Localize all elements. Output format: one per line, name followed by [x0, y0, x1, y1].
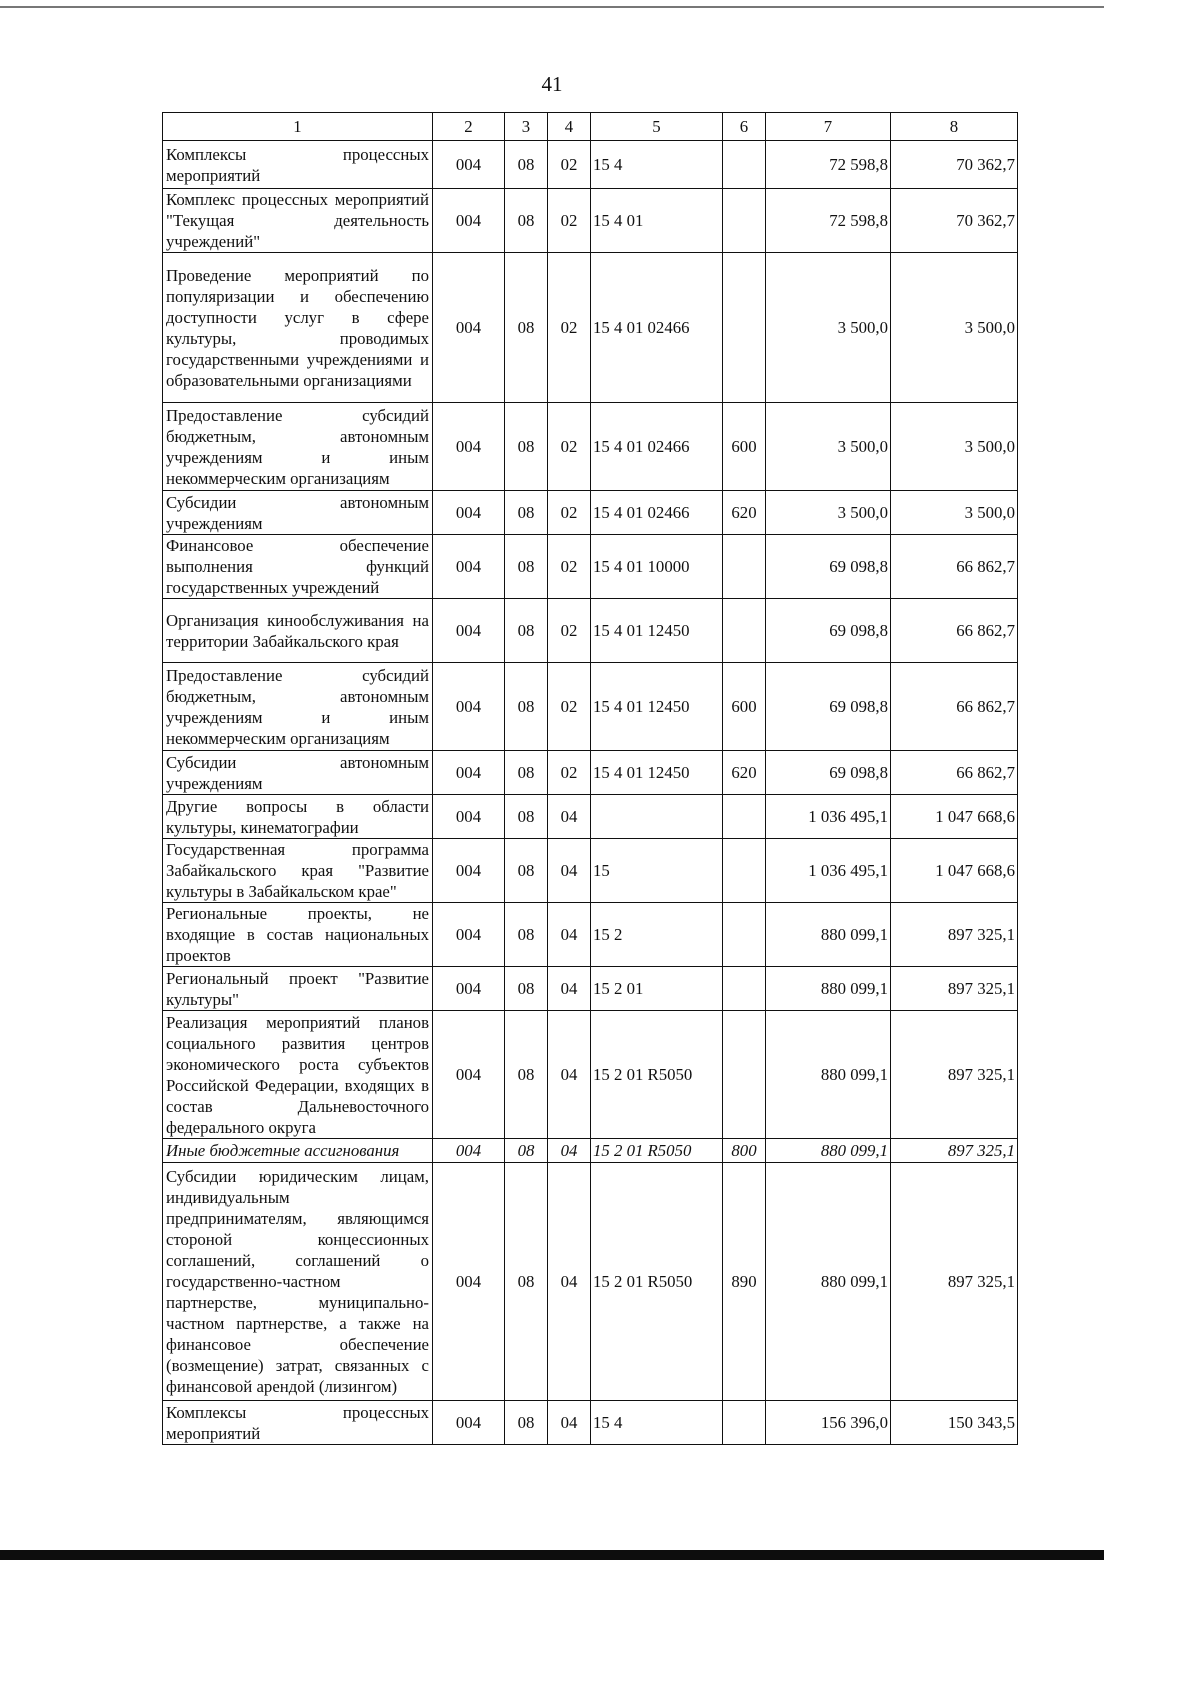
table-row: [163, 1011, 1018, 1139]
column-header: 2: [433, 113, 505, 141]
cell-target-article: 15 4 01 02466: [591, 403, 723, 491]
row-description: Субсидии автономным учреждениям: [163, 751, 433, 795]
cell-amount-year-2: 70 362,7: [891, 141, 1018, 189]
cell-section: 08: [505, 1139, 548, 1163]
cell-subsection: 02: [548, 403, 591, 491]
cell-expense-type: [723, 903, 766, 967]
cell-chapter: 004: [433, 599, 505, 663]
cell-subsection: 02: [548, 189, 591, 253]
table-row: [163, 599, 1018, 663]
table-row: [163, 1139, 1018, 1163]
cell-subsection: 02: [548, 141, 591, 189]
table-row: [163, 795, 1018, 839]
cell-subsection: 04: [548, 1139, 591, 1163]
row-description: Организация кинообслуживания на территории Забайкальского края: [163, 599, 433, 663]
row-description: Комплексы процессных мероприятий: [163, 1401, 433, 1445]
cell-expense-type: [723, 189, 766, 253]
row-description: Проведение мероприятий по популяризации и обеспечению доступности услуг в сфере культуры, проводимых государственными учреждениями и образовательными организациями: [163, 253, 433, 403]
cell-expense-type: [723, 967, 766, 1011]
cell-section: 08: [505, 1163, 548, 1401]
cell-target-article: 15 4 01 10000: [591, 535, 723, 599]
cell-amount-year-2: 70 362,7: [891, 189, 1018, 253]
row-description: Комплекс процессных мероприятий "Текущая деятельность учреждений": [163, 189, 433, 253]
cell-expense-type: 890: [723, 1163, 766, 1401]
column-header: 8: [891, 113, 1018, 141]
cell-expense-type: [723, 1011, 766, 1139]
row-description: Субсидии юридическим лицам, индивидуальным предпринимателям, являющимся стороной концессионных соглашений, соглашений о государственно-частном партнерстве, муниципально-частном партнерстве, а также на финансовое обеспечение (возмещение) затрат, связанных с финансовой арендой (лизингом): [163, 1163, 433, 1401]
cell-target-article: 15 2 01 R5050: [591, 1139, 723, 1163]
cell-subsection: 04: [548, 795, 591, 839]
cell-expense-type: 800: [723, 1139, 766, 1163]
cell-section: 08: [505, 903, 548, 967]
column-header: 3: [505, 113, 548, 141]
cell-subsection: 04: [548, 839, 591, 903]
cell-section: 08: [505, 403, 548, 491]
cell-amount-year-1: 880 099,1: [766, 1163, 891, 1401]
cell-chapter: 004: [433, 535, 505, 599]
table-row: [163, 253, 1018, 403]
column-header: 7: [766, 113, 891, 141]
row-description: Другие вопросы в области культуры, кинематографии: [163, 795, 433, 839]
cell-chapter: 004: [433, 967, 505, 1011]
cell-expense-type: 620: [723, 751, 766, 795]
cell-amount-year-1: 3 500,0: [766, 403, 891, 491]
table-row: [163, 663, 1018, 751]
table-row: [163, 535, 1018, 599]
cell-amount-year-1: 880 099,1: [766, 903, 891, 967]
row-description: Комплексы процессных мероприятий: [163, 141, 433, 189]
cell-target-article: 15 4 01 12450: [591, 663, 723, 751]
cell-target-article: 15 2 01 R5050: [591, 1163, 723, 1401]
cell-target-article: 15 4: [591, 141, 723, 189]
cell-subsection: 02: [548, 751, 591, 795]
cell-target-article: 15 4 01 12450: [591, 751, 723, 795]
cell-expense-type: [723, 1401, 766, 1445]
cell-target-article: 15 2 01 R5050: [591, 1011, 723, 1139]
cell-chapter: 004: [433, 253, 505, 403]
cell-expense-type: [723, 795, 766, 839]
cell-amount-year-1: 69 098,8: [766, 663, 891, 751]
cell-section: 08: [505, 599, 548, 663]
row-description: Иные бюджетные ассигнования: [163, 1139, 433, 1163]
cell-amount-year-1: 1 036 495,1: [766, 839, 891, 903]
cell-amount-year-2: 150 343,5: [891, 1401, 1018, 1445]
cell-subsection: 02: [548, 253, 591, 403]
cell-amount-year-2: 3 500,0: [891, 491, 1018, 535]
cell-amount-year-1: 880 099,1: [766, 967, 891, 1011]
cell-amount-year-2: 897 325,1: [891, 1139, 1018, 1163]
cell-target-article: 15: [591, 839, 723, 903]
cell-amount-year-1: 880 099,1: [766, 1139, 891, 1163]
cell-amount-year-2: 897 325,1: [891, 903, 1018, 967]
cell-section: 08: [505, 795, 548, 839]
table-row: [163, 403, 1018, 491]
cell-target-article: 15 4 01 02466: [591, 491, 723, 535]
cell-amount-year-2: 66 862,7: [891, 751, 1018, 795]
cell-amount-year-1: 69 098,8: [766, 751, 891, 795]
cell-expense-type: 600: [723, 403, 766, 491]
cell-subsection: 04: [548, 1163, 591, 1401]
table-row: [163, 1163, 1018, 1401]
cell-amount-year-2: 897 325,1: [891, 1163, 1018, 1401]
cell-subsection: 04: [548, 903, 591, 967]
cell-target-article: 15 4 01 02466: [591, 253, 723, 403]
cell-chapter: 004: [433, 1139, 505, 1163]
cell-subsection: 02: [548, 663, 591, 751]
cell-target-article: [591, 795, 723, 839]
cell-subsection: 02: [548, 599, 591, 663]
cell-expense-type: [723, 141, 766, 189]
cell-chapter: 004: [433, 751, 505, 795]
cell-amount-year-1: 69 098,8: [766, 535, 891, 599]
table-row: [163, 839, 1018, 903]
table-row: [163, 967, 1018, 1011]
cell-section: 08: [505, 663, 548, 751]
cell-amount-year-2: 66 862,7: [891, 535, 1018, 599]
cell-amount-year-1: 156 396,0: [766, 1401, 891, 1445]
cell-expense-type: [723, 599, 766, 663]
table-row: [163, 903, 1018, 967]
bottom-bar: [0, 1550, 1104, 1560]
table-row: [163, 751, 1018, 795]
cell-chapter: 004: [433, 839, 505, 903]
row-description: Предоставление субсидий бюджетным, автономным учреждениям и иным некоммерческим организациям: [163, 663, 433, 751]
cell-chapter: 004: [433, 663, 505, 751]
top-rule: [0, 6, 1104, 8]
cell-subsection: 04: [548, 1011, 591, 1139]
table-row: [163, 141, 1018, 189]
cell-amount-year-1: 3 500,0: [766, 253, 891, 403]
cell-section: 08: [505, 535, 548, 599]
cell-amount-year-2: 3 500,0: [891, 403, 1018, 491]
cell-section: 08: [505, 1011, 548, 1139]
cell-chapter: 004: [433, 491, 505, 535]
column-header: 4: [548, 113, 591, 141]
cell-amount-year-1: 69 098,8: [766, 599, 891, 663]
cell-chapter: 004: [433, 795, 505, 839]
cell-subsection: 04: [548, 1401, 591, 1445]
cell-chapter: 004: [433, 1401, 505, 1445]
cell-target-article: 15 4: [591, 1401, 723, 1445]
row-description: Предоставление субсидий бюджетным, автономным учреждениям и иным некоммерческим организациям: [163, 403, 433, 491]
row-description: Финансовое обеспечение выполнения функций государственных учреждений: [163, 535, 433, 599]
cell-amount-year-1: 3 500,0: [766, 491, 891, 535]
cell-section: 08: [505, 253, 548, 403]
table-row: [163, 1401, 1018, 1445]
row-description: Субсидии автономным учреждениям: [163, 491, 433, 535]
row-description: Региональные проекты, не входящие в состав национальных проектов: [163, 903, 433, 967]
cell-expense-type: [723, 535, 766, 599]
cell-subsection: 04: [548, 967, 591, 1011]
row-description: Государственная программа Забайкальского края "Развитие культуры в Забайкальском крае": [163, 839, 433, 903]
cell-section: 08: [505, 1401, 548, 1445]
cell-expense-type: 620: [723, 491, 766, 535]
cell-target-article: 15 2: [591, 903, 723, 967]
cell-target-article: 15 4 01 12450: [591, 599, 723, 663]
cell-section: 08: [505, 751, 548, 795]
table-row: [163, 189, 1018, 253]
cell-target-article: 15 4 01: [591, 189, 723, 253]
row-description: Региональный проект "Развитие культуры": [163, 967, 433, 1011]
cell-amount-year-2: 3 500,0: [891, 253, 1018, 403]
cell-amount-year-1: 880 099,1: [766, 1011, 891, 1139]
table-row: [163, 491, 1018, 535]
cell-expense-type: 600: [723, 663, 766, 751]
cell-subsection: 02: [548, 491, 591, 535]
column-header: 1: [163, 113, 433, 141]
cell-section: 08: [505, 189, 548, 253]
cell-amount-year-2: 1 047 668,6: [891, 795, 1018, 839]
cell-section: 08: [505, 839, 548, 903]
cell-section: 08: [505, 967, 548, 1011]
cell-chapter: 004: [433, 1011, 505, 1139]
page-number: 41: [541, 72, 563, 96]
cell-target-article: 15 2 01: [591, 967, 723, 1011]
cell-chapter: 004: [433, 403, 505, 491]
cell-chapter: 004: [433, 1163, 505, 1401]
table-header-row: [163, 113, 1018, 141]
column-header: 6: [723, 113, 766, 141]
column-header: 5: [591, 113, 723, 141]
cell-amount-year-2: 1 047 668,6: [891, 839, 1018, 903]
cell-section: 08: [505, 141, 548, 189]
cell-amount-year-2: 897 325,1: [891, 1011, 1018, 1139]
cell-chapter: 004: [433, 903, 505, 967]
cell-amount-year-1: 72 598,8: [766, 189, 891, 253]
row-description: Реализация мероприятий планов социального развития центров экономического роста субъектов Российской Федерации, входящих в состав Дальневосточного федерального округа: [163, 1011, 433, 1139]
cell-subsection: 02: [548, 535, 591, 599]
cell-amount-year-2: 897 325,1: [891, 967, 1018, 1011]
cell-amount-year-1: 72 598,8: [766, 141, 891, 189]
cell-amount-year-2: 66 862,7: [891, 599, 1018, 663]
cell-section: 08: [505, 491, 548, 535]
cell-chapter: 004: [433, 189, 505, 253]
cell-expense-type: [723, 253, 766, 403]
cell-amount-year-2: 66 862,7: [891, 663, 1018, 751]
cell-expense-type: [723, 839, 766, 903]
cell-chapter: 004: [433, 141, 505, 189]
budget-table: [162, 112, 1018, 1445]
cell-amount-year-1: 1 036 495,1: [766, 795, 891, 839]
